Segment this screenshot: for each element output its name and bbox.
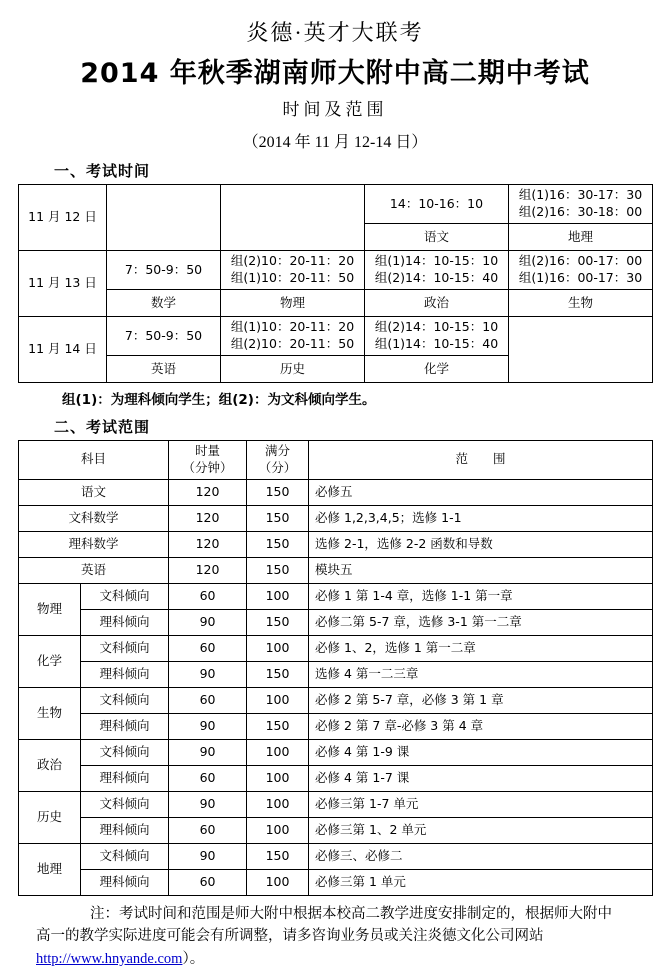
schedule-slot1-2: 7：50-9：50: [107, 251, 221, 290]
scope-track: 理科倾向: [81, 765, 169, 791]
footer-line3: ）。: [182, 950, 205, 967]
scope-track: 文科倾向: [81, 791, 169, 817]
scope-duration: 60: [169, 635, 247, 661]
scope-range: 必修三第 1、2 单元: [309, 817, 653, 843]
table-row: [19, 479, 653, 505]
scope-score: 100: [247, 583, 309, 609]
scope-duration: 90: [169, 661, 247, 687]
scope-track: 理科倾向: [81, 609, 169, 635]
scope-score: 100: [247, 869, 309, 895]
scope-duration: 90: [169, 739, 247, 765]
scope-subject: 化学: [19, 635, 81, 687]
scope-duration: 120: [169, 505, 247, 531]
footer-note: [18, 903, 652, 970]
scope-track: 理科倾向: [81, 869, 169, 895]
schedule-slot3-2-line1: 组(1)14：10-15：10: [374, 253, 499, 269]
col-header-duration-l2: （分钟）: [182, 459, 233, 475]
scope-duration: 120: [169, 557, 247, 583]
schedule-subject3-1: 语文: [365, 224, 509, 251]
table-row: [19, 251, 653, 290]
scope-track: 文科倾向: [81, 843, 169, 869]
scope-score: 100: [247, 817, 309, 843]
scope-track: 理科倾向: [81, 817, 169, 843]
scope-score: 150: [247, 505, 309, 531]
schedule-slot2-3-line2: 组(2)10：20-11：50: [230, 336, 355, 351]
schedule-slot3-2: [365, 251, 509, 290]
scope-duration: 90: [169, 843, 247, 869]
scope-duration: 60: [169, 869, 247, 895]
scope-track: 文科倾向: [81, 687, 169, 713]
scope-duration: 60: [169, 687, 247, 713]
scope-score: 100: [247, 635, 309, 661]
scope-range: 必修三第 1-7 单元: [309, 791, 653, 817]
scope-score: 150: [247, 531, 309, 557]
col-header-duration: [169, 441, 247, 480]
scope-score: 150: [247, 661, 309, 687]
schedule-slot2-3: [221, 317, 365, 356]
table-header-row: [19, 441, 653, 480]
scope-range: 必修 4 第 1-7 课: [309, 765, 653, 791]
table-row: [19, 583, 653, 609]
scope-duration: 120: [169, 531, 247, 557]
scope-track: 文科倾向: [81, 583, 169, 609]
table-row: [19, 713, 653, 739]
table-row: [19, 739, 653, 765]
col-header-score-l1: 满分: [265, 443, 291, 458]
exam-subtitle: 时间及范围: [282, 100, 388, 119]
scope-subject: 生物: [19, 687, 81, 739]
schedule-subject3-2: 政治: [365, 290, 509, 317]
schedule-date-1: 11 月 12 日: [19, 185, 107, 251]
schedule-subject2-3: 历史: [221, 356, 365, 383]
scope-subject: 历史: [19, 791, 81, 843]
scope-track: 理科倾向: [81, 661, 169, 687]
scope-score: 100: [247, 791, 309, 817]
scope-range: 必修二第 5-7 章，选修 3-1 第一二章: [309, 609, 653, 635]
schedule-slot4-1-line1: 组(1)16：30-17：30: [518, 187, 643, 203]
table-row: [19, 661, 653, 687]
scope-duration: 90: [169, 713, 247, 739]
footer-line2: 高一的教学实际进度可能会有所调整，请多咨询业务员或关注炎德文化公司网站: [36, 928, 544, 945]
scope-range: 选修 2-1，选修 2-2 函数和导数: [309, 531, 653, 557]
col-header-score-l2: （分）: [258, 459, 297, 475]
scope-range: 必修 1、2，选修 1 第一二章: [309, 635, 653, 661]
schedule-slot4-2-line2: 组(1)16：00-17：30: [518, 270, 643, 285]
schedule-slot4-1-line2: 组(2)16：30-18：00: [518, 204, 643, 219]
scope-range: 必修 1,2,3,4,5；选修 1-1: [309, 505, 653, 531]
scope-subject: 英语: [19, 557, 169, 583]
scope-score: 100: [247, 765, 309, 791]
exam-title: 2014 年秋季湖南师大附中高二期中考试: [80, 58, 590, 89]
schedule-date-3: 11 月 14 日: [19, 317, 107, 383]
scope-range: 必修五: [309, 479, 653, 505]
scope-score: 150: [247, 843, 309, 869]
scope-duration: 90: [169, 609, 247, 635]
scope-score: 150: [247, 479, 309, 505]
schedule-slot4-1: [509, 185, 653, 224]
scope-subject: 理科数学: [19, 531, 169, 557]
exam-date-range: （2014 年 11 月 12-14 日）: [242, 134, 428, 151]
scope-duration: 60: [169, 765, 247, 791]
scope-subject: 物理: [19, 583, 81, 635]
scope-track: 文科倾向: [81, 739, 169, 765]
table-row: [19, 185, 653, 224]
schedule-slot3-3: [365, 317, 509, 356]
schedule-slot2-2-line2: 组(1)10：20-11：50: [230, 270, 355, 285]
scope-range: 必修 2 第 5-7 章，必修 3 第 1 章: [309, 687, 653, 713]
scope-duration: 60: [169, 817, 247, 843]
table-row: [19, 635, 653, 661]
scope-range: 必修三第 1 单元: [309, 869, 653, 895]
schedule-slot2-2: [221, 251, 365, 290]
schedule-slot2-3-line1: 组(1)10：20-11：20: [230, 319, 355, 335]
schedule-slot3-3-line2: 组(1)14：10-15：40: [374, 336, 499, 351]
brand-title: 炎德·英才大联考: [246, 20, 424, 45]
schedule-slot1-3: 7：50-9：50: [107, 317, 221, 356]
scope-score: 150: [247, 557, 309, 583]
section-exam-time-label: 一、考试时间: [54, 162, 151, 180]
group-definition-note: 组(1)：为理科倾向学生；组(2)：为文科倾向学生。: [62, 392, 376, 408]
schedule-subject1-2: 数学: [107, 290, 221, 317]
scope-track: 文科倾向: [81, 635, 169, 661]
table-row: [19, 765, 653, 791]
scope-duration: 60: [169, 583, 247, 609]
scope-subject: 文科数学: [19, 505, 169, 531]
schedule-slot4-2-line1: 组(2)16：00-17：00: [518, 253, 643, 269]
scope-duration: 120: [169, 479, 247, 505]
col-header-duration-l1: 时量: [195, 443, 221, 458]
schedule-subject4-2: 生物: [509, 290, 653, 317]
scope-score: 150: [247, 609, 309, 635]
schedule-slot4-2: [509, 251, 653, 290]
scope-range: 必修 2 第 7 章-必修 3 第 4 章: [309, 713, 653, 739]
scope-score: 100: [247, 739, 309, 765]
table-row: [19, 687, 653, 713]
schedule-slot3-1: 14：10-16：10: [365, 185, 509, 224]
table-row: [19, 843, 653, 869]
schedule-slot3-3-line1: 组(2)14：10-15：10: [374, 319, 499, 335]
scope-subject: 语文: [19, 479, 169, 505]
schedule-subject1-3: 英语: [107, 356, 221, 383]
schedule-subject4-1: 地理: [509, 224, 653, 251]
table-row: [19, 317, 653, 356]
col-header-subject: 科目: [19, 441, 169, 480]
table-row: [19, 531, 653, 557]
table-row: [19, 609, 653, 635]
scope-range: 必修 1 第 1-4 章，选修 1-1 第一章: [309, 583, 653, 609]
scope-score: 100: [247, 687, 309, 713]
scope-subject: 地理: [19, 843, 81, 895]
scope-range: 必修 4 第 1-9 课: [309, 739, 653, 765]
schedule-subject2-2: 物理: [221, 290, 365, 317]
scope-score: 150: [247, 713, 309, 739]
section-exam-scope-label: 二、考试范围: [54, 418, 151, 436]
schedule-slot3-2-line2: 组(2)14：10-15：40: [374, 270, 499, 285]
table-row: [19, 817, 653, 843]
schedule-slot2-1: [221, 185, 365, 251]
scope-track: 理科倾向: [81, 713, 169, 739]
scope-subject: 政治: [19, 739, 81, 791]
scope-duration: 90: [169, 791, 247, 817]
schedule-slot4-3: [509, 317, 653, 383]
schedule-slot2-2-line1: 组(2)10：20-11：20: [230, 253, 355, 269]
scope-range: 必修三、必修二: [309, 843, 653, 869]
schedule-slot1-1: [107, 185, 221, 251]
table-row: [19, 557, 653, 583]
col-header-range: 范 围: [309, 441, 653, 480]
scope-range: 选修 4 第一二三章: [309, 661, 653, 687]
exam-scope-table: [18, 440, 653, 896]
table-row: [19, 869, 653, 895]
table-row: [19, 290, 653, 317]
table-row: [19, 791, 653, 817]
footer-line1: 注：考试时间和范围是师大附中根据本校高二教学进度安排制定的，根据师大附中: [90, 905, 612, 922]
col-header-score: [247, 441, 309, 480]
exam-schedule-table: [18, 184, 653, 383]
schedule-subject3-3: 化学: [365, 356, 509, 383]
schedule-date-2: 11 月 13 日: [19, 251, 107, 317]
scope-range: 模块五: [309, 557, 653, 583]
table-row: [19, 505, 653, 531]
company-website-link[interactable]: http://www.hnyande.com: [36, 950, 183, 967]
